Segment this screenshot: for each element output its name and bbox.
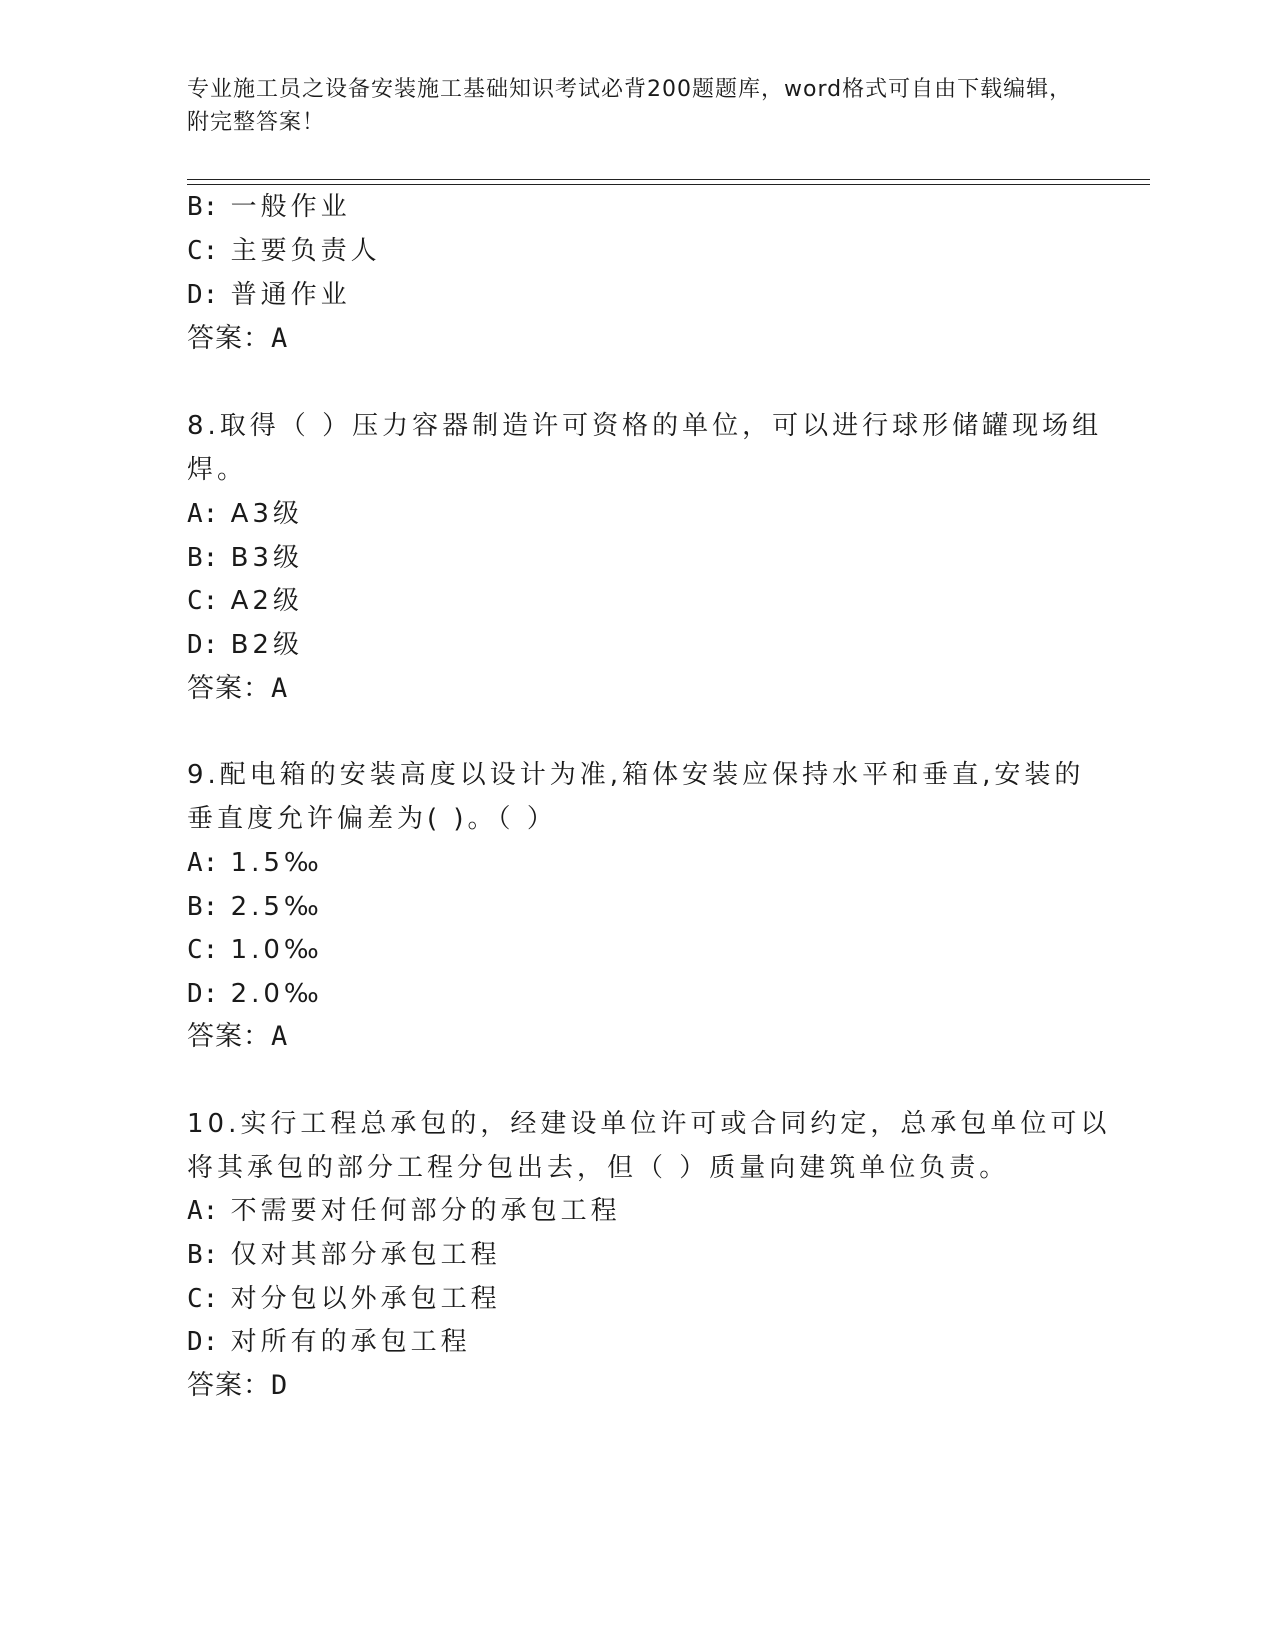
answer-label: 答案：	[187, 323, 271, 354]
answer-line	[187, 672, 288, 706]
option-c	[187, 584, 303, 618]
option-text: 主要负责人	[230, 236, 381, 266]
header-divider-top	[187, 179, 1150, 180]
option-letter: D:	[187, 1327, 219, 1357]
option-text: 2.5‰	[230, 892, 323, 922]
question-stem-line: 焊。	[187, 455, 248, 485]
question-stem-line: 8.取得（ ）压力容器制造许可资格的单位，可以进行球形储罐现场组	[187, 411, 1103, 441]
option-b	[187, 890, 323, 924]
option-text: 一般作业	[230, 192, 351, 222]
option-letter: A:	[187, 848, 219, 878]
option-a	[187, 1194, 621, 1228]
option-d	[187, 628, 303, 662]
option-letter: A:	[187, 1196, 219, 1226]
answer-label: 答案：	[187, 1370, 271, 1401]
option-b	[187, 1238, 501, 1272]
answer-value: A	[271, 673, 289, 704]
option-letter: B:	[187, 1240, 219, 1270]
option-letter: B:	[187, 892, 219, 922]
question-stem-line: 将其承包的部分工程分包出去，但（ ）质量向建筑单位负责。	[187, 1153, 1010, 1183]
option-letter: A:	[187, 499, 219, 529]
option-letter: D:	[187, 280, 219, 310]
option-c	[187, 234, 381, 268]
question-stem-line: 垂直度允许偏差为( )。（ ）	[187, 804, 557, 834]
answer-value: A	[271, 1021, 289, 1052]
option-text: B3级	[230, 543, 303, 573]
option-text: 2.0‰	[230, 979, 323, 1009]
option-letter: C:	[187, 586, 219, 616]
option-c	[187, 933, 323, 967]
option-letter: B:	[187, 543, 219, 573]
option-b	[187, 190, 351, 224]
question-stem-line: 10.实行工程总承包的，经建设单位许可或合同约定，总承包单位可以	[187, 1109, 1111, 1139]
question-stem-line: 9.配电箱的安装高度以设计为准,箱体安装应保持水平和垂直,安装的	[187, 760, 1085, 790]
answer-value: A	[271, 323, 289, 354]
option-letter: C:	[187, 935, 219, 965]
option-a	[187, 846, 323, 880]
answer-line	[187, 1020, 288, 1054]
option-text: 普通作业	[230, 280, 351, 310]
answer-line	[187, 1369, 288, 1403]
option-text: 仅对其部分承包工程	[230, 1240, 501, 1270]
option-letter: B:	[187, 192, 219, 222]
option-text: A3级	[230, 499, 303, 529]
option-text: B2级	[230, 630, 303, 660]
option-d	[187, 278, 351, 312]
option-letter: C:	[187, 236, 219, 266]
option-text: 1.5‰	[230, 848, 323, 878]
answer-label: 答案：	[187, 1021, 271, 1052]
answer-line	[187, 322, 288, 356]
option-letter: C:	[187, 1284, 219, 1314]
option-text: 对所有的承包工程	[230, 1327, 471, 1357]
option-d	[187, 1325, 471, 1359]
option-a	[187, 497, 303, 531]
option-text: 1.0‰	[230, 935, 323, 965]
option-text: A2级	[230, 586, 303, 616]
header-divider-bottom	[187, 184, 1150, 185]
option-text: 对分包以外承包工程	[230, 1284, 501, 1314]
option-d	[187, 977, 323, 1011]
option-letter: D:	[187, 630, 219, 660]
document-header: 专业施工员之设备安装施工基础知识考试必背200题题库，word格式可自由下载编辑，附完整答案！	[187, 77, 1073, 135]
option-c	[187, 1282, 501, 1316]
option-letter: D:	[187, 979, 219, 1009]
option-text: 不需要对任何部分的承包工程	[230, 1196, 621, 1226]
option-b	[187, 541, 303, 575]
answer-label: 答案：	[187, 673, 271, 704]
answer-value: D	[271, 1370, 289, 1401]
